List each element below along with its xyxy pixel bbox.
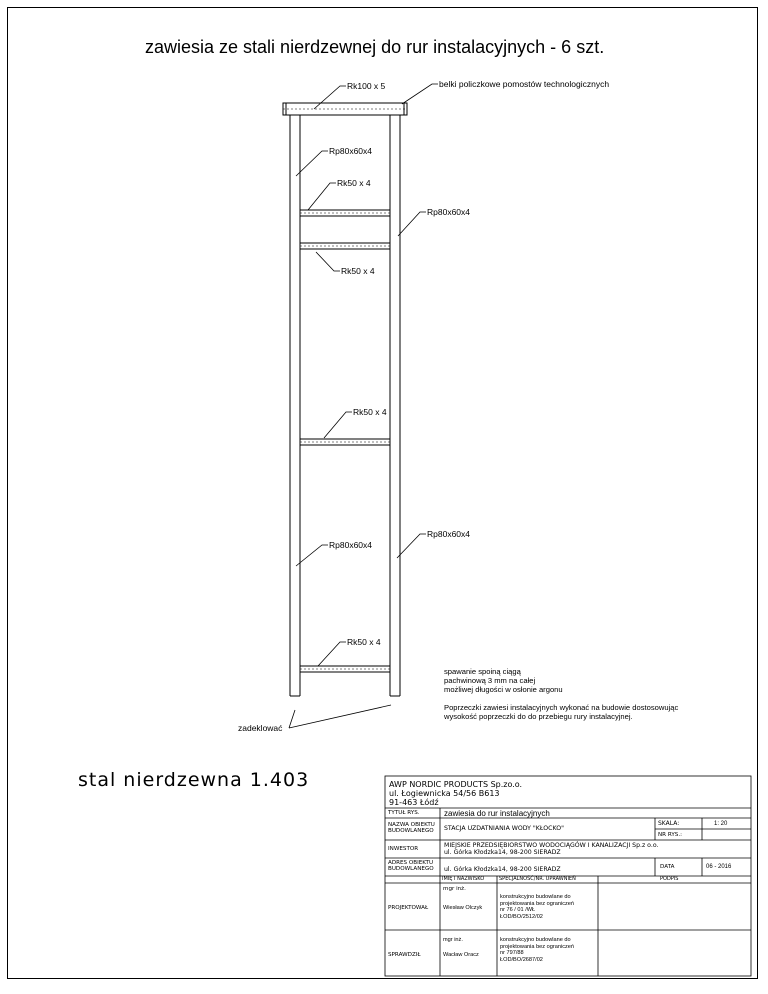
company-name: AWP NORDIC PRODUCTS Sp.zo.o. [389,780,523,789]
drawing-title: zawiesia ze stali nierdzewnej do rur instalacyjnych - 6 szt. [145,37,605,57]
company-city: 91-463 Łódź [389,798,439,808]
label-top-beam: Rk100 x 5 [347,81,386,91]
install-note-line: wysokość poprzeczki do do przebiegu rury instalacyjnej. [444,712,633,722]
proj-name: Wiesław Olczyk [443,905,483,911]
spr-spec-line: konstrukcyjno budowlane do [500,937,571,943]
label-left-post-upper: Rp80x60x4 [329,146,373,156]
proj-title: mgr inż. [443,886,466,892]
inwestor-value [444,842,658,856]
material-label: stal nierdzewna 1.403 [78,769,310,791]
obiekt-label [388,822,435,835]
adres-value: ul. Górka Kłodzka14, 98-200 SIERADZ [444,866,561,873]
tytul-label: TYTUŁ RYS. [388,810,420,816]
spr-spec-line: ŁOD/BO/2687/02 [500,957,543,964]
nr-label: NR RYS.: [658,832,683,838]
crossbar-2 [300,243,390,249]
inwestor-address: ul. Górka Kłodzka14, 98-200 SIERADZ [444,849,561,857]
weld-note-line: spawanie spoiną ciągą [444,667,521,676]
proj-spec-line: projektowania bez ograniczeń [500,900,575,907]
crossbar-1 [300,210,390,216]
label-cap: zadeklować [238,723,283,733]
tytul-value: zawiesia do rur instalacyjnych [444,809,550,818]
spr-title: mgr inż. [443,937,463,943]
adres-label-line: BUDOWLANEGO [388,866,434,873]
proj-spec-line: ŁOD/BO/2512/02 [500,914,543,921]
obiekt-label-line: NAZWA OBIEKTU [388,822,435,828]
label-crossbar-3: Rk50 x 4 [353,407,387,417]
data-value: 06 - 2016 [706,864,732,870]
company-address: ul. Łogiewnicka 54/56 B613 [389,789,500,799]
adres-label [388,860,434,873]
label-side-beams: belki policzkowe pomostów technologicznych [439,79,610,89]
spr-spec [500,937,596,964]
label-left-post-lower: Rp80x60x4 [329,540,373,550]
proj-spec-line: nr 76 / 01 /WŁ [500,907,536,914]
inwestor-name: MIEJSKIE PRZEDSIĘBIORSTWO WODOCIĄGÓW I KANALIZACJI Sp.z o.o. [444,842,659,849]
label-right-post-upper: Rp80x60x4 [427,207,471,217]
skala-label: SKALA: [658,820,680,827]
crossbar-4 [300,666,390,672]
header-spec: SPECJALNOŚĆ/NR. UPRAWNIEŃ [499,876,576,882]
label-crossbar-1: Rk50 x 4 [337,178,371,188]
sprawdzil-label: SPRAWDZIŁ [388,952,421,958]
spr-spec-line: projektowania bez ograniczeń [500,943,575,950]
label-crossbar-2: Rk50 x 4 [341,266,375,276]
weld-note-line: pachwinową 3 mm na całej [444,676,536,686]
proj-spec [500,894,596,921]
projektowal-label: PROJEKTOWAŁ [388,905,429,911]
inwestor-label: INWESTOR [388,846,419,852]
label-crossbar-4: Rk50 x 4 [347,637,381,647]
right-post [390,115,400,696]
header-sign: PODPIS [660,876,679,882]
company-block [389,780,522,808]
install-note [444,703,678,721]
adres-label-line: ADRES OBIEKTU [388,860,434,866]
proj-spec-line: konstrukcyjno budowlane do [500,894,571,900]
install-note-line: Poprzeczki zawiesi instalacyjnych wykonać na budowie dostosowując [444,703,679,712]
spr-spec-line: nr 797/88 [500,950,524,957]
weld-note-line: możliwej długości w osłonie argonu [444,685,563,695]
crossbar-3 [300,439,390,445]
header-name: IMIĘ I NAZWISKO [442,876,485,882]
obiekt-label-line: BUDOWLANEGO [388,828,434,835]
left-post [290,115,300,696]
obiekt-value: STACJA UZDATNIANIA WODY "KŁOCKO" [444,825,564,832]
spr-name: Wacław Oracz [443,952,479,958]
weld-note [444,667,563,694]
skala-value: 1: 20 [714,821,728,827]
label-right-post-lower: Rp80x60x4 [427,529,471,539]
data-label: DATA [660,864,675,870]
